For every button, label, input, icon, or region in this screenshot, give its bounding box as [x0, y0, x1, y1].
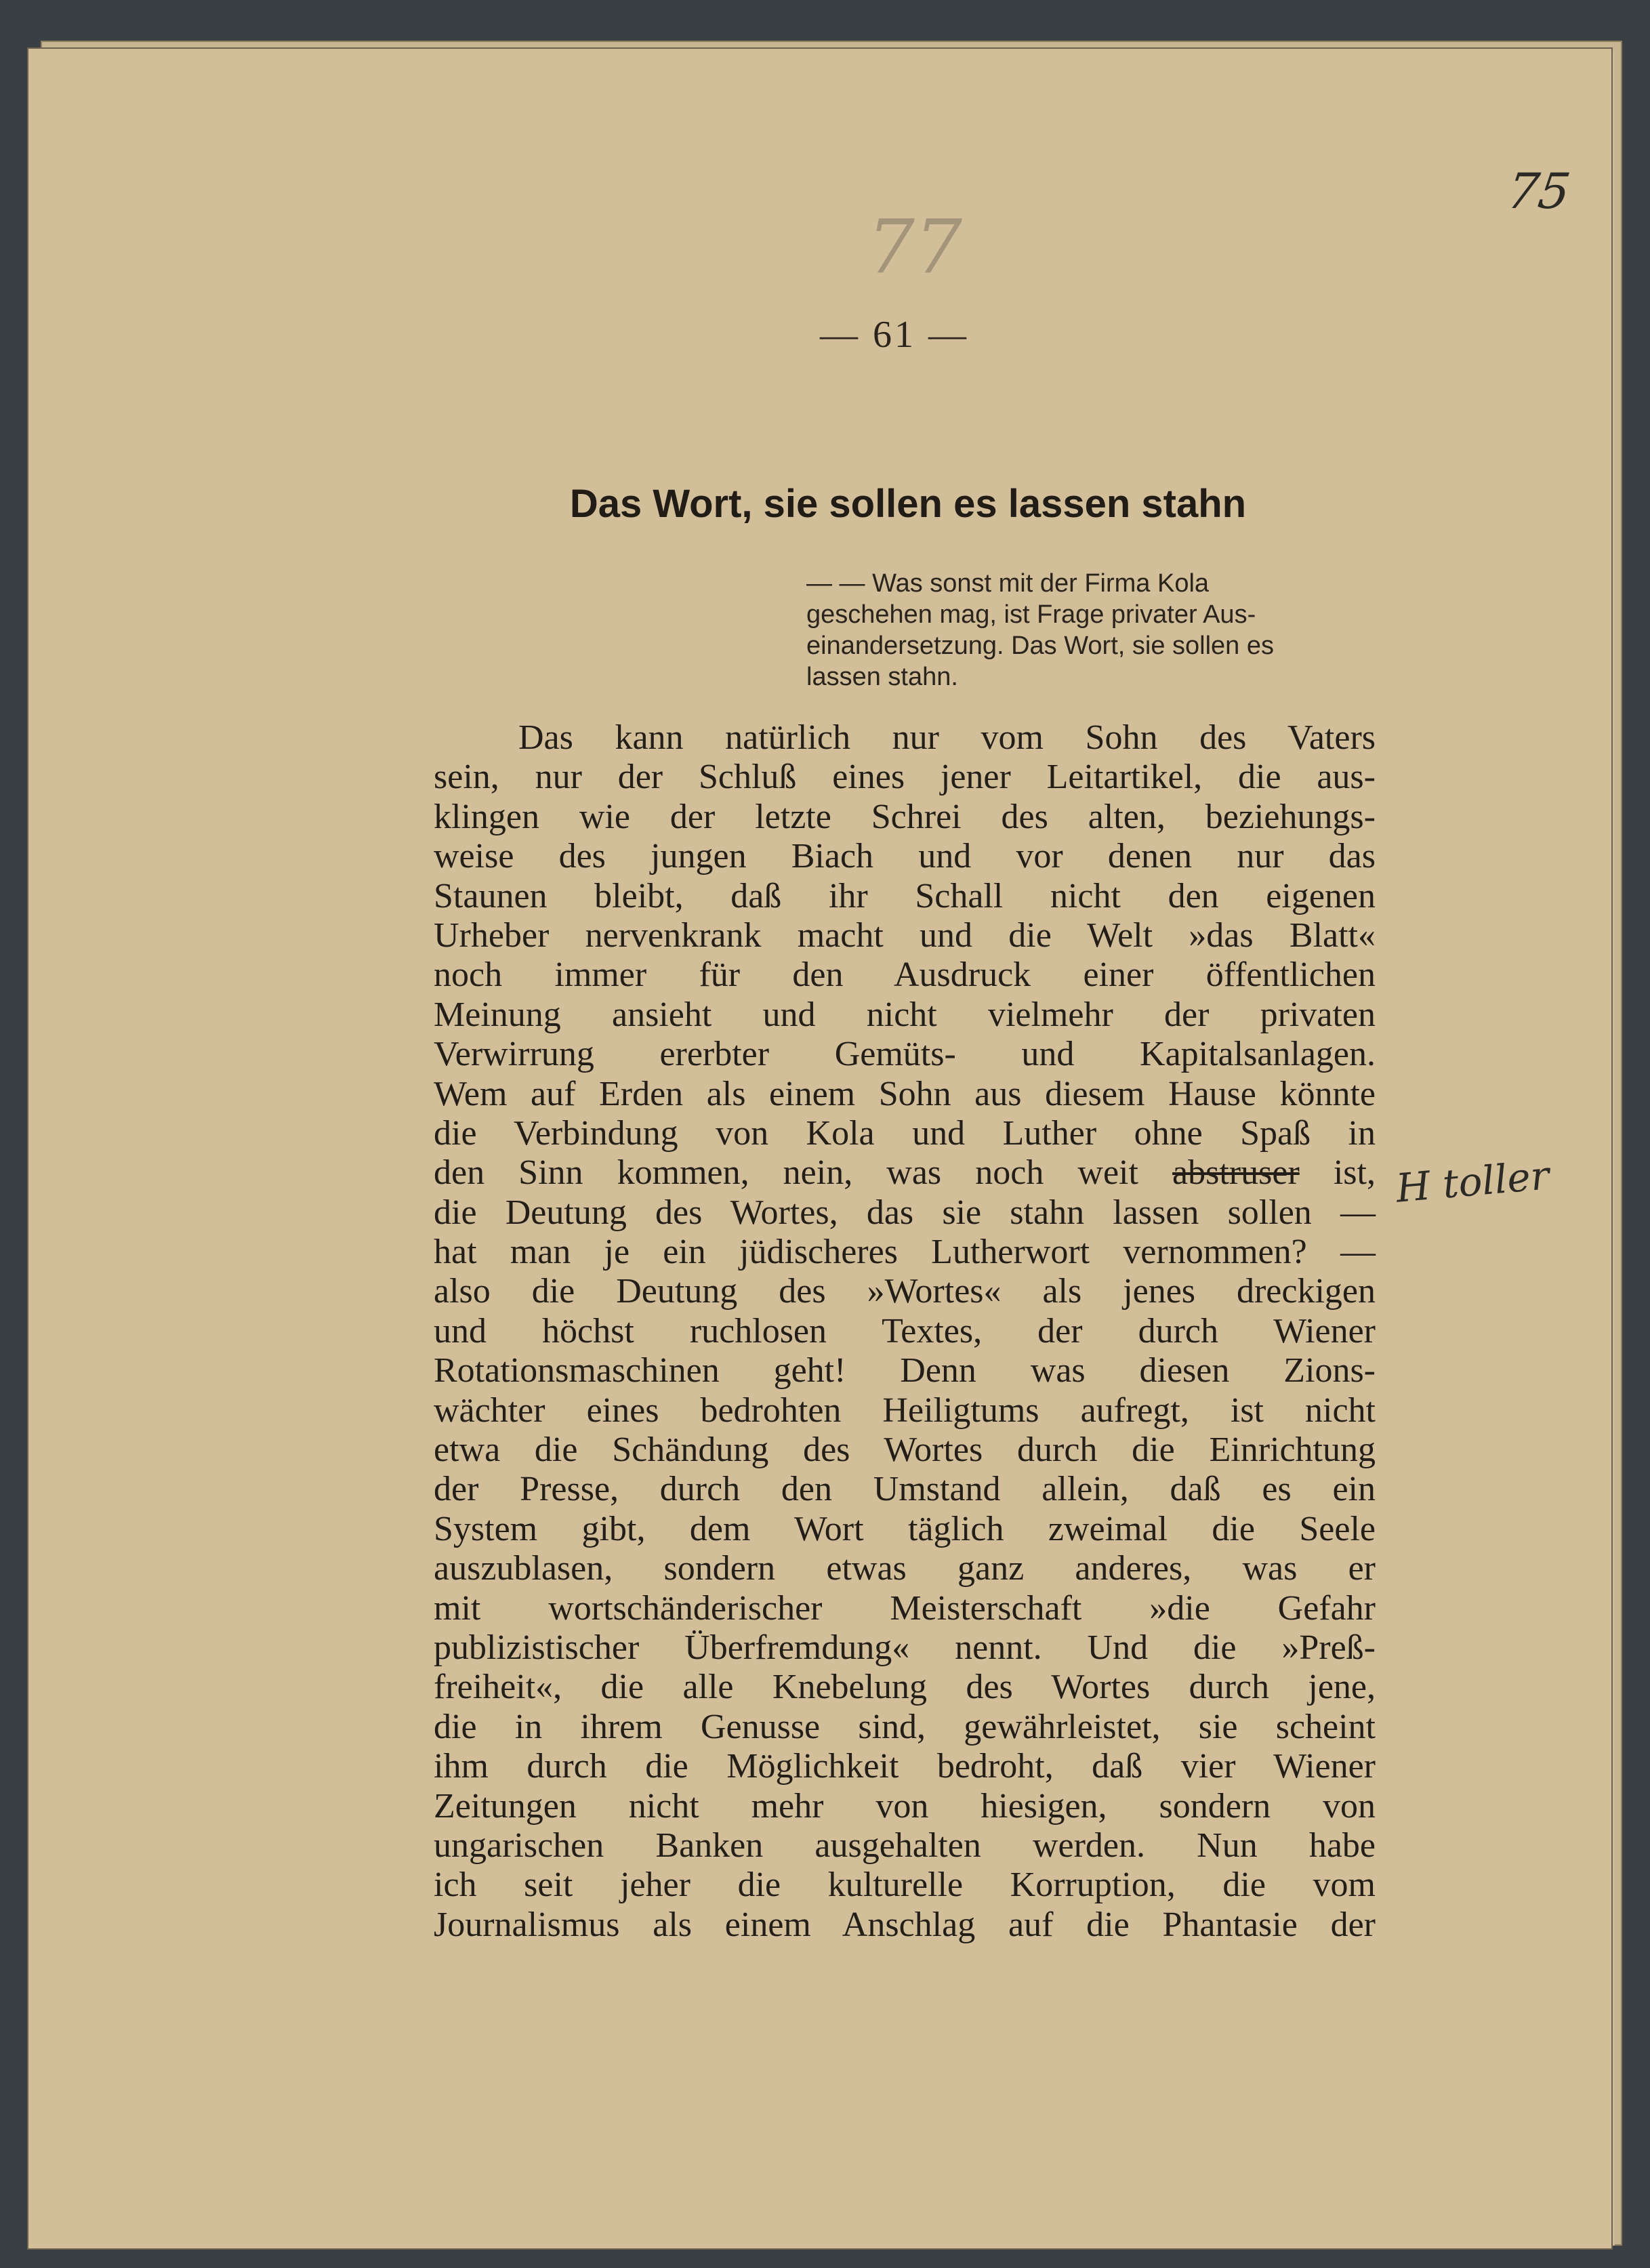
body-line: die Verbindung von Kola und Luther ohne Spaß in [434, 1113, 1376, 1153]
body-line: der Presse, durch den Umstand allein, daß es ein [434, 1470, 1376, 1509]
article-title: Das Wort, sie sollen es lassen stahn [569, 482, 1247, 526]
body-line: etwa die Schändung des Wortes durch die Einrichtung [434, 1430, 1376, 1470]
epigraph-line: geschehen mag, ist Frage privater Aus- [806, 600, 1256, 629]
body-line: und höchst ruchlosen Textes, der durch Wiener [434, 1311, 1376, 1351]
body-line: mit wortschänderischer Meisterschaft »die Gefahr [434, 1588, 1376, 1628]
document-page [27, 47, 1613, 2250]
body-line: ihm durch die Möglichkeit bedroht, daß vier Wiener [434, 1747, 1376, 1786]
epigraph-line: lassen stahn. [806, 663, 958, 691]
page-number: — 61 — [820, 314, 969, 356]
body-line: Verwirrung ererbter Gemüts- und Kapitalsanlagen. [434, 1035, 1376, 1074]
body-line: also die Deutung des »Wortes« als jenes dreckigen [434, 1272, 1376, 1311]
body-line: ungarischen Banken ausgehalten werden. Nun habe [434, 1826, 1376, 1865]
body-line: ich seit jeher die kulturelle Korruption, die vom [434, 1865, 1376, 1905]
handwritten-margin-note: H toller [1394, 1152, 1551, 1212]
archive-number: 75 [1504, 163, 1574, 220]
body-line: Wem auf Erden als einem Sohn aus diesem Hause könnte [434, 1074, 1376, 1113]
body-line: publizistischer Überfremdung« nennt. Und die »Preß- [434, 1628, 1376, 1667]
body-line-with-correction [434, 1153, 1376, 1193]
line-text-after: ist, [1333, 1153, 1376, 1193]
body-line: Zeitungen nicht mehr von hiesigen, sondern von [434, 1786, 1376, 1826]
struck-word: abstruser [1172, 1153, 1300, 1193]
body-line: System gibt, dem Wort täglich zweimal die Seele [434, 1509, 1376, 1548]
body-line: weise des jungen Biach und vor denen nur das [434, 837, 1376, 876]
body-line: Das kann natürlich nur vom Sohn des Vaters [518, 718, 1376, 757]
body-line: die in ihrem Genusse sind, gewährleistet, sie scheint [434, 1707, 1376, 1746]
body-text [434, 718, 1376, 1945]
body-line: sein, nur der Schluß eines jener Leitartikel, die aus- [434, 758, 1376, 797]
body-line: hat man je ein jüdischeres Lutherwort vernommen? — [434, 1233, 1376, 1272]
epigraph-line: einandersetzung. Das Wort, sie sollen es [806, 632, 1274, 660]
body-line: auszublasen, sondern etwas ganz anderes, was er [434, 1549, 1376, 1588]
body-line: freiheit«, die alle Knebelung des Wortes durch jene, [434, 1668, 1376, 1707]
body-line: Rotationsmaschinen geht! Denn was diesen Zions- [434, 1351, 1376, 1390]
pencil-folio-number: 77 [867, 203, 962, 290]
line-text-before: den Sinn kommen, nein, was noch weit [434, 1153, 1138, 1193]
body-line: Journalismus als einem Anschlag auf die Phantasie der [434, 1905, 1376, 1944]
body-line: Meinung ansieht und nicht vielmehr der privaten [434, 995, 1376, 1034]
epigraph-line: — — Was sonst mit der Firma Kola [806, 569, 1210, 598]
body-line: die Deutung des Wortes, das sie stahn lassen sollen — [434, 1193, 1376, 1232]
body-line: klingen wie der letzte Schrei des alten, beziehungs- [434, 797, 1376, 836]
body-line: noch immer für den Ausdruck einer öffentlichen [434, 955, 1376, 995]
epigraph [806, 568, 1376, 693]
body-line: Urheber nervenkrank macht und die Welt »das Blatt« [434, 915, 1376, 955]
body-line: wächter eines bedrohten Heiligtums aufregt, ist nicht [434, 1390, 1376, 1430]
body-line: Staunen bleibt, daß ihr Schall nicht den eigenen [434, 876, 1376, 915]
